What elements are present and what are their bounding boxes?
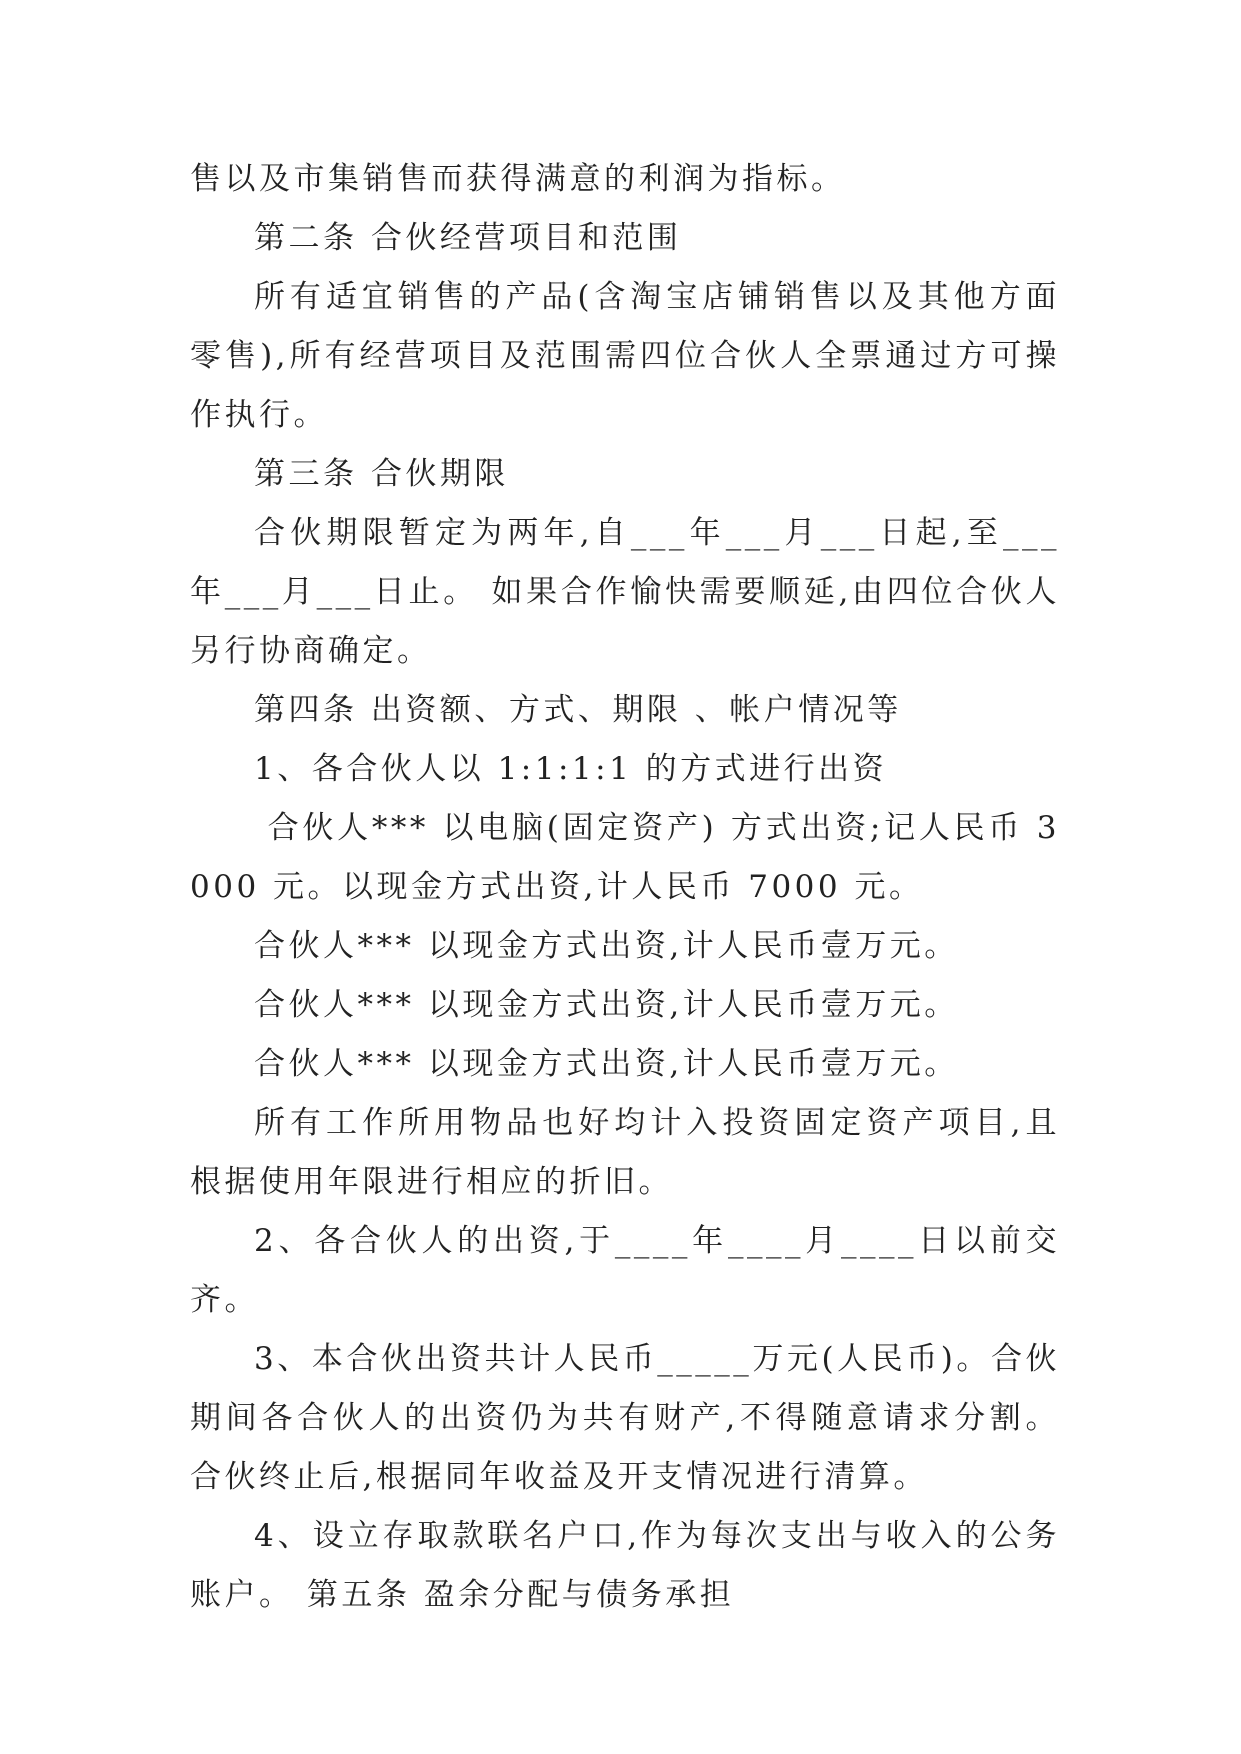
heading-article-4: 第四条 出资额、方式、期限 、帐户情况等 [254,692,902,728]
paragraph-joint-account: 4、设立存取款联名户口,作为每次支出与收入的公务账户。 第五条 盈余分配与债务承担 [190,1518,1060,1613]
paragraph-partner-3-contribution: 合伙人*** 以现金方式出资,计人民币壹万元。 [254,987,959,1023]
paragraph-partner-1-contribution: 合伙人*** 以电脑(固定资产) 方式出资;记人民币 3000 元。以现金方式出资,计人民币 7000 元。 [190,810,1061,905]
paragraph-fixed-assets: 所有工作所用物品也好均计入投资固定资产项目,且根据使用年限进行相应的折旧。 [190,1105,1060,1200]
paragraph-total-contribution: 3、本合伙出资共计人民币_____万元(人民币)。合伙期间各合伙人的出资仍为共有财产,不得随意请求分割。合伙终止后,根据同年收益及开支情况进行清算。 [190,1341,1060,1495]
paragraph-objective-end: 售以及市集销售而获得满意的利润为指标。 [190,161,846,197]
paragraph-partner-2-contribution: 合伙人*** 以现金方式出资,计人民币壹万元。 [254,928,959,964]
paragraph-partner-4-contribution: 合伙人*** 以现金方式出资,计人民币壹万元。 [254,1046,959,1082]
heading-article-3: 第三条 合伙期限 [254,456,509,492]
paragraph-contribution-deadline: 2、各合伙人的出资,于____年____月____日以前交齐。 [190,1223,1060,1318]
paragraph-contribution-ratio: 1、各合伙人以 1:1:1:1 的方式进行出资 [254,751,888,787]
document-body [190,150,1060,1625]
paragraph-partnership-term: 合伙期限暂定为两年,自___年___月___日起,至___年___月___日止。 如果合作愉快需要顺延,由四位合伙人另行协商确定。 [190,515,1060,669]
heading-article-2: 第二条 合伙经营项目和范围 [254,220,682,256]
paragraph-business-scope: 所有适宜销售的产品(含淘宝店铺销售以及其他方面零售),所有经营项目及范围需四位合伙人全票通过方可操作执行。 [190,279,1060,433]
